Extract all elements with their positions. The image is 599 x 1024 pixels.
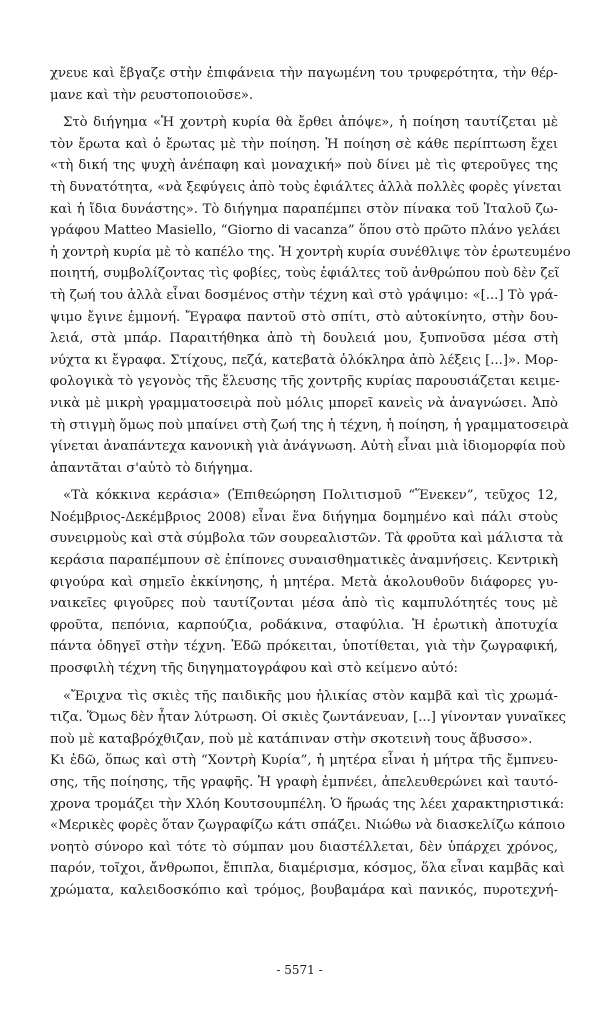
text-line: χρώματα, καλειδοσκόπιο καὶ τρόμος, βουβαμάρα καὶ πανικός, πυροτεχνή-: [50, 882, 558, 898]
text-line: τὴ στιγμὴ ὅμως ποὺ μπαίνει στὴ ζωή της ἡ τέχνη, ἡ ποίηση, ἡ γραμματοσειρὰ: [50, 417, 569, 433]
text-line: πάντα ὁδηγεῖ στὴν τέχνη. Ἐδῶ πρόκειται, ὑποτίθεται, γιὰ τὴν ζωγραφική,: [50, 639, 558, 655]
text-line: «Μερικὲς φορὲς ὅταν ζωγραφίζω κάτι σπάζει. Νιώθω νὰ διασκελίζω κάποιο: [50, 818, 566, 834]
text-line: ἡ χοντρὴ κυρία μὲ τὸ καπέλο της. Ἡ χοντρὴ κυρία συνέθλιψε τὸν ἐρωτευμένο: [50, 244, 571, 260]
paragraph: [50, 750, 566, 901]
text-line: τὸν ἔρωτα καὶ ὁ ἔρωτας μὲ τὴν ποίηση. Ἡ ποίηση σὲ κάθε περίπτωση ἔχει: [50, 136, 558, 152]
text-line: λειά, στὰ μπάρ. Παραιτήθηκα ἀπὸ τὴ δουλειά μου, ξυπνοῦσα μέσα στὴ: [50, 331, 558, 347]
text-line: ψιμο ἔγινε ἐμμονή. Ἔγραφα παντοῦ στὸ σπίτι, στὸ αὐτοκίνητο, στὴν δου-: [50, 309, 558, 325]
page-number: - 5571 -: [276, 963, 323, 977]
paragraph: [50, 112, 571, 479]
text-line: τιζα. Ὅμως δὲν ἦταν λύτρωση. Οἱ σκιὲς ζωντάνευαν, [...] γίνονταν γυναῖκες: [50, 710, 566, 726]
text-line: τὴ δυνατότητα, «νὰ ξεφύγεις ἀπὸ τοὺς ἐφιάλτες ἀλλὰ πολλὲς φορὲς γίνεται: [50, 179, 562, 195]
text-line: φροῦτα, πεπόνια, καρπούζια, ροδάκινα, σταφύλια. Ἡ ἐρωτικὴ ἀποτυχία: [50, 617, 558, 633]
text-line: ἀπαντᾶται σ'αὐτὸ τὸ διήγημα.: [50, 460, 254, 476]
paragraph: [50, 485, 564, 679]
text-line: «τὴ δική της ψυχὴ ἀνέπαφη καὶ μοναχική» ποὺ δίνει μὲ τὶς φτεροῦγες της: [50, 158, 558, 174]
text-line: φιγούρα καὶ σημεῖο ἐκκίνησης, ἡ μητέρα. Μετὰ ἀκολουθοῦν διάφορες γυ-: [50, 574, 558, 590]
text-line: καὶ ἡ ἴδια δυνάστης». Τὸ διήγημα παραπέμπει στὸν πίνακα τοῦ Ἰταλοῦ ζω-: [50, 201, 558, 217]
text-line: «Ἔριχνα τὶς σκιὲς τῆς παιδικῆς μου ἡλικίας στὸν καμβᾶ καὶ τὶς χρωμά-: [63, 688, 558, 704]
text-line: προσφιλὴ τέχνη τῆς διηγηματογράφου καὶ στὸ κείμενο αὐτό:: [50, 661, 458, 677]
paragraph: [50, 686, 566, 751]
text-line: Στὸ διήγημα «Ἡ χοντρὴ κυρία θὰ ἔρθει ἀπόψε», ἡ ποίηση ταυτίζεται μὲ: [63, 115, 558, 131]
text-line: γίνεται ἀναπάντεχα κανονικὴ γιὰ ἀνάγνωση. Αὐτὴ εἶναι μιὰ ἰδιομορφία ποὺ: [50, 439, 566, 455]
text-line: παρόν, τοῖχοι, ἄνθρωποι, ἔπιπλα, διαμέρισμα, κόσμος, ὅλα εἶναι καμβᾶς καὶ: [50, 861, 565, 877]
text-line: νοητὸ σύνορο καὶ τότε τὸ σύμπαν μου διαστέλλεται, δὲν ὑπάρχει χρόνος,: [50, 839, 558, 855]
text-line: νικὰ μὲ μικρὴ γραμματοσειρὰ ποὺ μόλις μπορεῖ κανεὶς νὰ ἀναγνώσει. Ἀπὸ: [50, 395, 558, 411]
paragraph: [50, 63, 558, 106]
text-line: κεράσια παραπέμπουν σὲ ἐπίπονες συναισθηματικὲς ἀναμνήσεις. Κεντρικὴ: [50, 553, 558, 569]
text-line: χρονα τρομάζει τὴν Χλόη Κουτσουμπέλη. Ὁ ἥρωάς της λέει χαρακτηριστικά:: [50, 796, 565, 812]
text-line: ποὺ μὲ καταβρόχθιζαν, ποὺ μὲ κατάπιναν στὴν σκοτεινὴ τους ἄβυσσο».: [50, 731, 533, 747]
text-line: «Τὰ κόκκινα κεράσια» (Ἐπιθεώρηση Πολιτισμοῦ “Ἕνεκεν”, τεῦχος 12,: [63, 488, 558, 504]
text-line: γράφου Matteo Masiello, “Giorno di vacanza” ὅπου στὸ πρῶτο πλάνο γελάει: [50, 223, 561, 239]
text-line: νύχτα κι ἔγραφα. Στίχους, πεζά, κατεβατὰ ὁλόκληρα ἀπὸ λέξεις [...]». Μορ-: [50, 352, 559, 368]
text-line: φολογικὰ τὸ γεγονὸς τῆς ἔλευσης τῆς χοντρῆς κυρίας παρουσιάζεται κειμε-: [50, 374, 560, 390]
text-line: τὴ ζωή του ἀλλὰ εἶναι δοσμένος στὴν τέχνη καὶ στὸ γράψιμο: «[...] Τὸ γρά-: [50, 287, 558, 303]
text-line: μανε καὶ τὴν ρευστοποιοῦσε».: [50, 87, 254, 103]
text-line: ναικεῖες φιγοῦρες ποὺ ταυτίζονται μέσα ἀπὸ τὶς καμπυλότητές τους μὲ: [50, 596, 558, 612]
text-line: ποιητή, συμβολίζοντας τὶς φοβίες, τοὺς ἐφιάλτες τοῦ ἀνθρώπου ποὺ δὲν ζεῖ: [50, 266, 560, 282]
text-line: Νοέμβριος-Δεκέμβριος 2008) εἶναι ἕνα διήγημα δομημένο καὶ πάλι στοὺς: [50, 509, 558, 525]
text-line: χνευε καὶ ἔβγαζε στὴν ἐπιφάνεια τὴν παγωμένη του τρυφερότητα, τὴν θέρ-: [50, 66, 558, 81]
text-line: σης, τῆς ποίησης, τῆς γραφῆς. Ἡ γραφὴ ἐμπνέει, ἀπελευθερώνει καὶ ταυτό-: [50, 775, 558, 790]
article-body: [50, 63, 571, 902]
text-line: συνειρμοὺς καὶ στὰ σύμβολα τῶν σουρεαλιστῶν. Τὰ φροῦτα καὶ μάλιστα τὰ: [50, 531, 564, 547]
text-line: Κι ἐδῶ, ὅπως καὶ στὴ “Χοντρὴ Κυρία”, ἡ μητέρα εἶναι ἡ μήτρα τῆς ἔμπνευ-: [50, 753, 558, 769]
